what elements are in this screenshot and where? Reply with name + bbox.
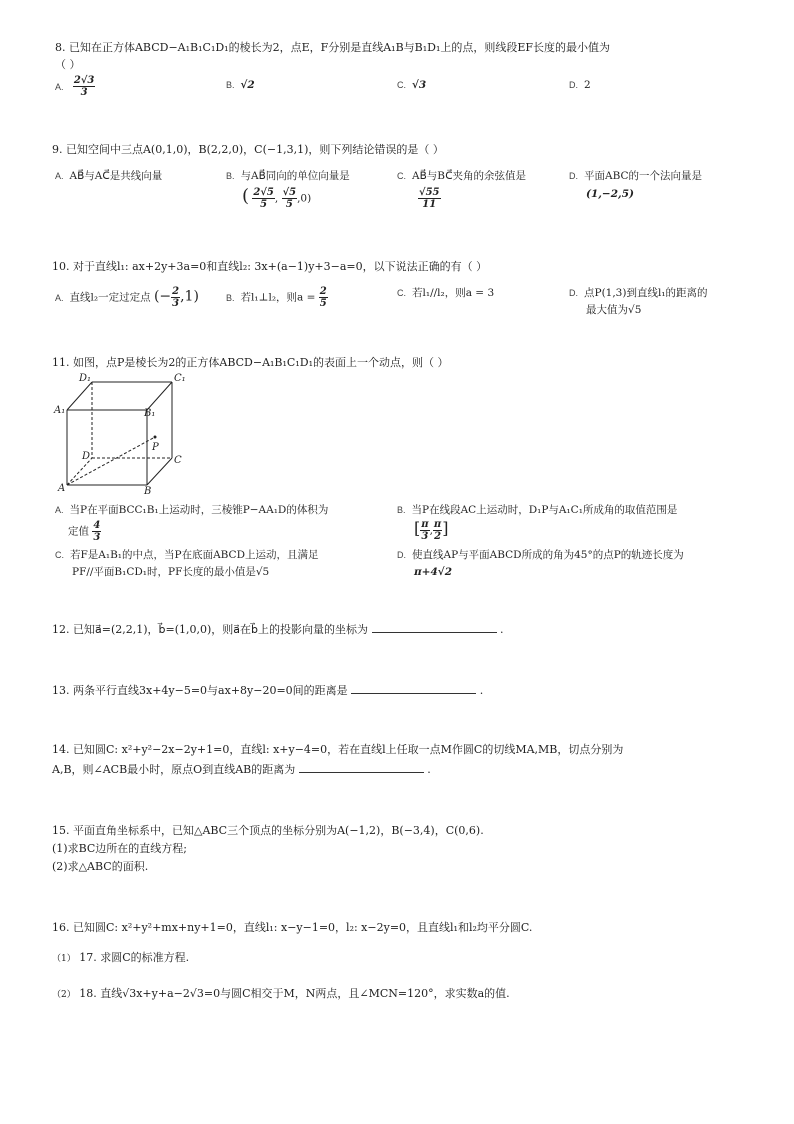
label-c1: C₁ — [174, 373, 186, 384]
label-p: P — [152, 442, 159, 453]
question-15-part1: (1)求BC边所在的直线方程; — [52, 842, 187, 855]
answer-blank-14[interactable] — [299, 762, 424, 773]
q9-option-d: D. 平面ABC的一个法向量是 — [569, 170, 703, 182]
question-11-stem: 11. 如图，点P是棱长为2的正方体ABCD−A₁B₁C₁D₁的表面上一个动点，则（ ） — [52, 356, 449, 369]
q11-option-b-range: [ $\frac{\pi}{3}$ , $\frac{\pi}{2}$ ] — [414, 518, 449, 542]
q8-option-b: B. √2 — [226, 79, 255, 91]
label-b1: B₁ — [144, 408, 156, 419]
q10-option-d: D. 点P(1,3)到直线l₁的距离的 — [569, 287, 708, 299]
label-c: C — [174, 455, 182, 466]
q9-option-a: A. AB⃗与AC⃗是共线向量 — [55, 170, 163, 182]
question-16-sub1: （1） 17. 求圆C的标准方程. — [52, 951, 190, 964]
label-b: B — [144, 486, 152, 495]
label-a1: A₁ — [54, 405, 66, 416]
question-16-sub2: （2） 18. 直线√3x+y+a−2√3=0与圆C相交于M，N两点，且∠MCN=120°，求实数a的值. — [52, 987, 510, 1000]
question-16-line1: 16. 已知圆C: x²+y²+mx+ny+1=0，直线l₁: x−y−1=0，l₂: x−2y=0，且直线l₁和l₂均平分圆C. — [52, 921, 533, 934]
q11-option-c-line2: PF//平面B₁CD₁时，PF长度的最小值是√5 — [72, 566, 270, 578]
q11-option-b: B. 当P在线段AC上运动时，D₁P与A₁C₁所成角的取值范围是 — [397, 504, 678, 516]
q9-option-c: C. AB⃗与BC⃗夹角的余弦值是 — [397, 170, 527, 182]
answer-blank-12[interactable] — [372, 622, 497, 633]
label-d: D — [82, 451, 91, 462]
answer-blank-13[interactable] — [351, 683, 476, 694]
question-13: 13. 两条平行直线3x+4y−5=0与ax+8y−20=0间的距离是 . — [52, 684, 484, 697]
q10-option-b: B. 若l₁⊥l₂，则a = $\frac{2}{5}$ — [226, 286, 327, 309]
q8-a-fraction: $\frac{2√3}{3}$ — [73, 75, 95, 98]
q8-option-d: D. 2 — [569, 79, 591, 91]
question-14-line2: A,B，则∠ACB最小时，原点O到直线AB的距离为 . — [52, 763, 431, 776]
question-9-stem: 9. 已知空间中三点A(0,1,0)，B(2,2,0)，C(−1,3,1)，则下列结论错误的是（ ） — [52, 143, 444, 156]
question-8-stem: 8. 已知在正方体ABCD−A₁B₁C₁D₁的棱长为2，点E，F分别是直线A₁B与B₁D₁上的点，则线段EF长度的最小值为 — [55, 41, 611, 54]
cube-figure — [52, 370, 192, 495]
point-p-dot — [154, 436, 157, 439]
q11-option-c: C. 若F是A₁B₁的中点，当P在底面ABCD上运动，且满足 — [55, 549, 319, 561]
q11-option-a: A. 当P在平面BCC₁B₁上运动时，三棱锥P−AA₁D的体积为 — [55, 504, 329, 516]
q11-option-d: D. 使直线AP与平面ABCD所成的角为45°的点P的轨迹长度为 — [397, 549, 684, 561]
question-14-line1: 14. 已知圆C: x²+y²−2x−2y+1=0，直线l: x+y−4=0，若在直线l上任取一点M作圆C的切线MA,MB，切点分别为 — [52, 743, 624, 756]
q9-option-c-fraction: $\frac{√55}{11}$ — [419, 187, 440, 210]
question-12: 12. 已知a⃗=(2,2,1)，b⃗=(1,0,0)，则a⃗在b⃗上的投影向量的坐标为 . — [52, 623, 504, 636]
question-15-line1: 15. 平面直角坐标系中，已知△ABC三个顶点的坐标分别为A(−1,2)，B(−3,4)，C(0,6). — [52, 824, 484, 837]
q10-option-d-line2: 最大值为√5 — [586, 304, 642, 316]
q10-option-c: C. 若l₁//l₂，则a = 3 — [397, 287, 495, 299]
q10-option-a: A. 直线l₂一定过定点 (− $\frac{2}{3}$ ,1) — [55, 286, 199, 309]
q9-option-b: B. 与AB⃗同向的单位向量是 — [226, 170, 350, 182]
label-d1: D₁ — [79, 373, 92, 384]
question-10-stem: 10. 对于直线l₁: ax+2y+3a=0和直线l₂: 3x+(a−1)y+3−a=0，以下说法正确的有（ ） — [52, 260, 488, 273]
q8-option-a: A. $\frac{2√3}{3}$ — [55, 75, 95, 98]
q9-option-d-vector: (1,−2,5) — [586, 188, 634, 200]
q11-option-d-line2: π+4√2 — [414, 566, 452, 578]
q11-option-a-line2: 定值 $\frac{4}{3}$ — [68, 520, 101, 543]
label-a: A — [58, 483, 66, 494]
question-8-paren: （ ） — [55, 58, 81, 71]
q9-option-b-vector: ( $\frac{2√5}{5}$ , $\frac{√5}{5}$ ,0) — [242, 185, 312, 210]
q8-option-c: C. √3 — [397, 79, 427, 91]
question-15-part2: (2)求△ABC的面积. — [52, 860, 149, 873]
